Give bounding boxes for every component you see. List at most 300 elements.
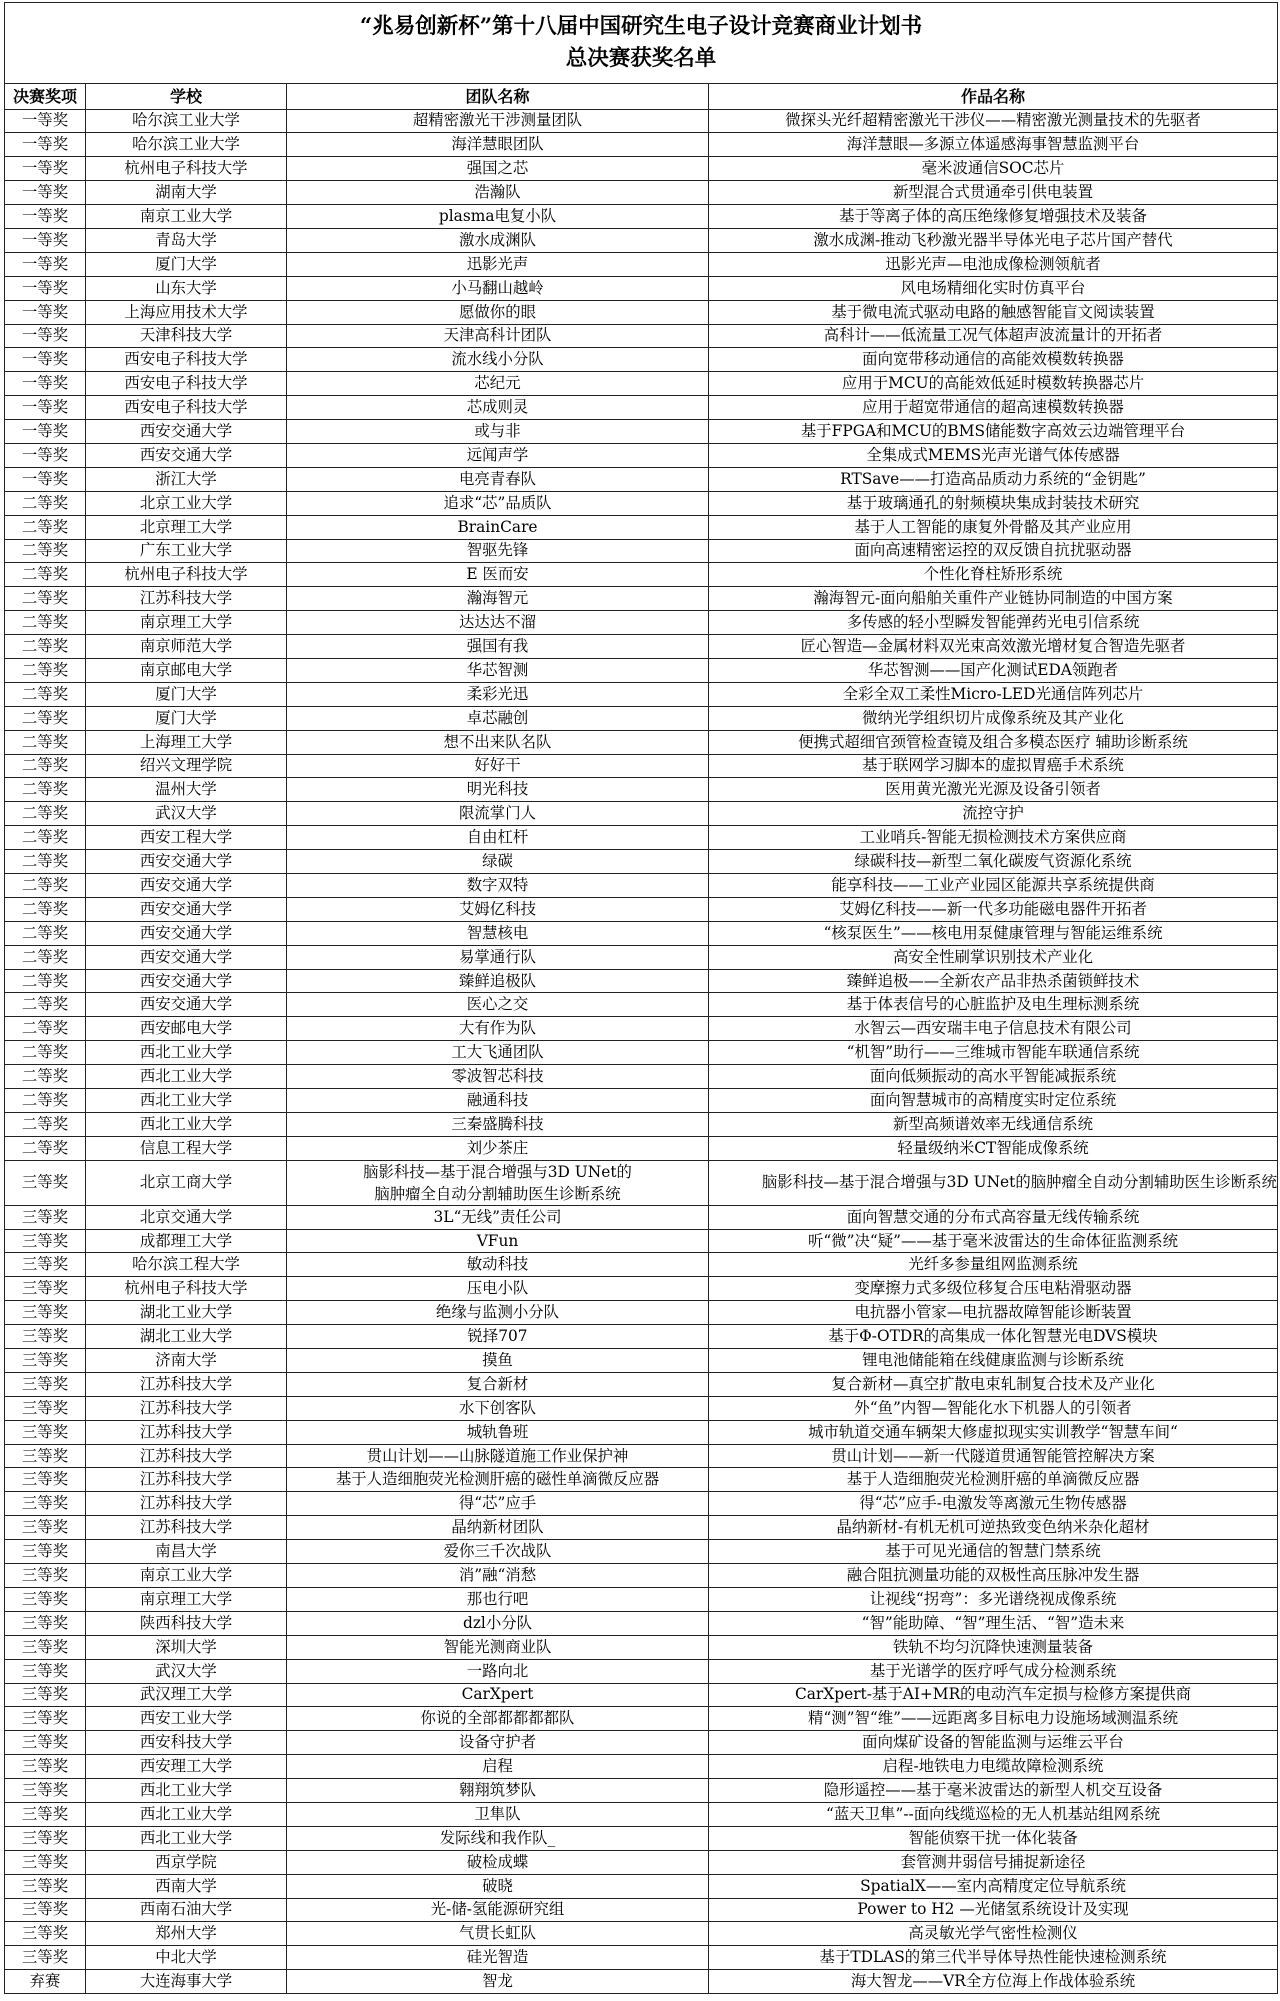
project-cell: 高安全性刷掌识别技术产业化 [709, 945, 1278, 969]
school-cell: 北京工商大学 [86, 1160, 287, 1205]
school-cell: 厦门大学 [86, 706, 287, 730]
project-cell: 基于微电流式驱动电路的触感智能盲文阅读装置 [709, 300, 1278, 324]
table-row [5, 1564, 1278, 1588]
title-row [5, 3, 1278, 84]
award-cell: 二等奖 [5, 491, 86, 515]
team-cell: 设备守护者 [287, 1731, 709, 1755]
school-cell: 湖北工业大学 [86, 1325, 287, 1349]
award-cell: 三等奖 [5, 1540, 86, 1564]
project-cell: Power to H2 —光储氢系统设计及实现 [709, 1898, 1278, 1922]
team-cell: 破检成蝶 [287, 1850, 709, 1874]
award-cell: 三等奖 [5, 1874, 86, 1898]
award-cell: 一等奖 [5, 348, 86, 372]
school-cell: 西北工业大学 [86, 1065, 287, 1089]
school-cell: 南京师范大学 [86, 635, 287, 659]
table-row [5, 467, 1278, 491]
table-row [5, 921, 1278, 945]
award-cell: 弃赛 [5, 1970, 86, 1994]
table-row [5, 1112, 1278, 1136]
header-team: 团队名称 [287, 84, 709, 110]
team-cell: 翱翔筑梦队 [287, 1779, 709, 1803]
table-row [5, 563, 1278, 587]
school-cell: 武汉理工大学 [86, 1683, 287, 1707]
project-cell: 面向智慧交通的分布式高容量无线传输系统 [709, 1205, 1278, 1229]
team-cell: 绝缘与监测小分队 [287, 1301, 709, 1325]
team-cell: 达达达不溜 [287, 611, 709, 635]
award-cell: 二等奖 [5, 706, 86, 730]
project-cell: 得“芯”应手-电激发等离激元生物传感器 [709, 1492, 1278, 1516]
project-cell: 轻量级纳米CT智能成像系统 [709, 1136, 1278, 1160]
school-cell: 江苏科技大学 [86, 1420, 287, 1444]
team-cell: 启程 [287, 1755, 709, 1779]
project-cell: 工业哨兵-智能无损检测技术方案供应商 [709, 826, 1278, 850]
school-cell: 西南大学 [86, 1874, 287, 1898]
team-cell: 远闻声学 [287, 443, 709, 467]
team-cell: 爱你三千次战队 [287, 1540, 709, 1564]
team-cell: 想不出来队名队 [287, 730, 709, 754]
project-cell: 瀚海智元-面向船舶关重件产业链协同制造的中国方案 [709, 587, 1278, 611]
team-cell: plasma电复小队 [287, 205, 709, 229]
project-cell: 应用于超宽带通信的超高速模数转换器 [709, 396, 1278, 420]
school-cell: 信息工程大学 [86, 1136, 287, 1160]
project-cell: 多传感的轻小型瞬发智能弹药光电引信系统 [709, 611, 1278, 635]
team-cell: 迅影光声 [287, 252, 709, 276]
team-cell: 流水线小分队 [287, 348, 709, 372]
project-cell: 医用黄光激光光源及设备引领者 [709, 778, 1278, 802]
project-cell: 高灵敏光学气密性检测仪 [709, 1922, 1278, 1946]
school-cell: 西安科技大学 [86, 1731, 287, 1755]
award-cell: 三等奖 [5, 1802, 86, 1826]
project-cell: 智能侦察干扰一体化装备 [709, 1826, 1278, 1850]
award-cell: 三等奖 [5, 1301, 86, 1325]
project-cell: 隐形遥控——基于毫米波雷达的新型人机交互设备 [709, 1779, 1278, 1803]
team-cell: 复合新材 [287, 1372, 709, 1396]
project-cell: 新型混合式贯通牵引供电装置 [709, 181, 1278, 205]
team-cell: 自由杠杆 [287, 826, 709, 850]
title-line-1: “兆易创新杯”第十八届中国研究生电子设计竞赛商业计划书 [359, 14, 923, 39]
school-cell: 西北工业大学 [86, 1112, 287, 1136]
team-cell: 工大飞通团队 [287, 1041, 709, 1065]
project-cell: 光纤多参量组网监测系统 [709, 1253, 1278, 1277]
table-row [5, 1516, 1278, 1540]
project-cell: “蓝天卫隼”--面向线缆巡检的无人机基站组网系统 [709, 1802, 1278, 1826]
project-cell: 匠心智造—金属材料双光束高效激光增材复合智造先驱者 [709, 635, 1278, 659]
team-cell: 明光科技 [287, 778, 709, 802]
team-cell: 水下创客队 [287, 1396, 709, 1420]
award-cell: 三等奖 [5, 1707, 86, 1731]
team-cell: BrainCare [287, 515, 709, 539]
award-cell: 二等奖 [5, 1112, 86, 1136]
table-row [5, 1731, 1278, 1755]
school-cell: 郑州大学 [86, 1922, 287, 1946]
table-row [5, 1468, 1278, 1492]
table-row [5, 157, 1278, 181]
award-cell: 三等奖 [5, 1564, 86, 1588]
project-cell: 激水成渊-推动飞秒激光器半导体光电子芯片国产替代 [709, 228, 1278, 252]
team-cell: 硅光智造 [287, 1946, 709, 1970]
table-row [5, 635, 1278, 659]
project-cell: 迅影光声—电池成像检测领航者 [709, 252, 1278, 276]
team-cell: 你说的全部都都都都队 [287, 1707, 709, 1731]
table-row [5, 396, 1278, 420]
header-project: 作品名称 [709, 84, 1278, 110]
project-cell: 基于TDLAS的第三代半导体导热性能快速检测系统 [709, 1946, 1278, 1970]
school-cell: 浙江大学 [86, 467, 287, 491]
project-cell: 面向煤矿设备的智能监测与运维云平台 [709, 1731, 1278, 1755]
project-cell: 毫米波通信SOC芯片 [709, 157, 1278, 181]
project-cell: 套管测井弱信号捕捉新途径 [709, 1850, 1278, 1874]
project-cell: 电抗器小管家—电抗器故障智能诊断装置 [709, 1301, 1278, 1325]
award-cell: 二等奖 [5, 826, 86, 850]
award-cell: 二等奖 [5, 993, 86, 1017]
school-cell: 山东大学 [86, 276, 287, 300]
award-cell: 三等奖 [5, 1850, 86, 1874]
award-cell: 二等奖 [5, 945, 86, 969]
team-cell: 晶纳新材团队 [287, 1516, 709, 1540]
school-cell: 广东工业大学 [86, 539, 287, 563]
school-cell: 江苏科技大学 [86, 1468, 287, 1492]
project-cell: 变摩擦力式多级位移复合压电粘滑驱动器 [709, 1277, 1278, 1301]
project-cell: 融合阻抗测量功能的双极性高压脉冲发生器 [709, 1564, 1278, 1588]
project-cell: 个性化脊柱矫形系统 [709, 563, 1278, 587]
table-row [5, 1089, 1278, 1113]
team-cell: dzl小分队 [287, 1611, 709, 1635]
table-row [5, 420, 1278, 444]
team-cell: 消”融“消愁 [287, 1564, 709, 1588]
table-row [5, 897, 1278, 921]
table-row [5, 754, 1278, 778]
award-cell: 三等奖 [5, 1277, 86, 1301]
team-cell: 追求“芯”品质队 [287, 491, 709, 515]
school-cell: 西安交通大学 [86, 897, 287, 921]
table-row [5, 1540, 1278, 1564]
school-cell: 武汉大学 [86, 1659, 287, 1683]
award-cell: 二等奖 [5, 635, 86, 659]
award-cell: 三等奖 [5, 1325, 86, 1349]
award-cell: 三等奖 [5, 1516, 86, 1540]
award-cell: 一等奖 [5, 420, 86, 444]
table-row [5, 491, 1278, 515]
school-cell: 成都理工大学 [86, 1229, 287, 1253]
table-row [5, 778, 1278, 802]
award-cell: 一等奖 [5, 228, 86, 252]
project-cell: 基于人工智能的康复外骨骼及其产业应用 [709, 515, 1278, 539]
table-row [5, 1253, 1278, 1277]
project-cell: 精“测”智“维”——远距离多目标电力设施场域测温系统 [709, 1707, 1278, 1731]
school-cell: 北京交通大学 [86, 1205, 287, 1229]
school-cell: 西北工业大学 [86, 1041, 287, 1065]
school-cell: 南京理工大学 [86, 1587, 287, 1611]
award-cell: 一等奖 [5, 109, 86, 133]
team-cell: 智龙 [287, 1970, 709, 1994]
school-cell: 深圳大学 [86, 1635, 287, 1659]
team-cell: 易掌通行队 [287, 945, 709, 969]
school-cell: 哈尔滨工业大学 [86, 109, 287, 133]
team-cell: 贯山计划——山脉隧道施工作业保护神 [287, 1444, 709, 1468]
table-row [5, 1898, 1278, 1922]
table-row [5, 802, 1278, 826]
project-cell: “核泵医生”——核电用泵健康管理与智能运维系统 [709, 921, 1278, 945]
project-cell: 脑影科技—基于混合增强与3D UNet的脑肿瘤全自动分割辅助医生诊断系统 [709, 1160, 1278, 1205]
award-cell: 一等奖 [5, 252, 86, 276]
school-cell: 陕西科技大学 [86, 1611, 287, 1635]
school-cell: 西南石油大学 [86, 1898, 287, 1922]
team-cell: 3L“无线”责任公司 [287, 1205, 709, 1229]
team-cell: 芯纪元 [287, 372, 709, 396]
table-row [5, 252, 1278, 276]
award-cell: 一等奖 [5, 372, 86, 396]
school-cell: 绍兴文理学院 [86, 754, 287, 778]
table-row [5, 658, 1278, 682]
school-cell: 西安交通大学 [86, 443, 287, 467]
project-cell: 微纳光学组织切片成像系统及其产业化 [709, 706, 1278, 730]
school-cell: 武汉大学 [86, 802, 287, 826]
award-cell: 三等奖 [5, 1826, 86, 1850]
school-cell: 温州大学 [86, 778, 287, 802]
school-cell: 厦门大学 [86, 682, 287, 706]
school-cell: 江苏科技大学 [86, 587, 287, 611]
table-row [5, 706, 1278, 730]
award-cell: 一等奖 [5, 276, 86, 300]
project-cell: CarXpert-基于AI+MR的电动汽车定损与检修方案提供商 [709, 1683, 1278, 1707]
team-cell: 敏动科技 [287, 1253, 709, 1277]
team-cell: 锐择707 [287, 1325, 709, 1349]
award-cell: 二等奖 [5, 1065, 86, 1089]
table-row [5, 1587, 1278, 1611]
award-cell: 三等奖 [5, 1229, 86, 1253]
school-cell: 江苏科技大学 [86, 1492, 287, 1516]
award-cell: 三等奖 [5, 1253, 86, 1277]
award-cell: 二等奖 [5, 969, 86, 993]
award-cell: 三等奖 [5, 1420, 86, 1444]
school-cell: 中北大学 [86, 1946, 287, 1970]
award-cell: 三等奖 [5, 1898, 86, 1922]
project-cell: 城市轨道交通车辆架大修虚拟现实实训教学“智慧车间“ [709, 1420, 1278, 1444]
team-cell: 柔彩光迅 [287, 682, 709, 706]
award-cell: 三等奖 [5, 1659, 86, 1683]
team-cell: 智驱先锋 [287, 539, 709, 563]
school-cell: 杭州电子科技大学 [86, 157, 287, 181]
project-cell: 能享科技——工业产业园区能源共享系统提供商 [709, 874, 1278, 898]
school-cell: 青岛大学 [86, 228, 287, 252]
school-cell: 南京工业大学 [86, 1564, 287, 1588]
school-cell: 西安交通大学 [86, 945, 287, 969]
award-cell: 一等奖 [5, 157, 86, 181]
table-row [5, 1802, 1278, 1826]
project-cell: 高科计——低流量工况气体超声波流量计的开拓者 [709, 324, 1278, 348]
team-cell: 华芯智测 [287, 658, 709, 682]
school-cell: 济南大学 [86, 1349, 287, 1373]
project-cell: 晶纳新材-有机无机可逆热致变色纳米杂化超材 [709, 1516, 1278, 1540]
school-cell: 杭州电子科技大学 [86, 1277, 287, 1301]
school-cell: 西安理工大学 [86, 1755, 287, 1779]
school-cell: 西安交通大学 [86, 993, 287, 1017]
table-row [5, 1301, 1278, 1325]
team-cell: 限流掌门人 [287, 802, 709, 826]
header-award: 决赛奖项 [5, 84, 86, 110]
table-row [5, 1065, 1278, 1089]
award-cell: 三等奖 [5, 1205, 86, 1229]
school-cell: 西北工业大学 [86, 1089, 287, 1113]
table-row [5, 1492, 1278, 1516]
table-row [5, 276, 1278, 300]
school-cell: 哈尔滨工程大学 [86, 1253, 287, 1277]
team-cell: 气贯长虹队 [287, 1922, 709, 1946]
project-cell: 基于体表信号的心脏监护及电生理标测系统 [709, 993, 1278, 1017]
team-cell: 绿碳 [287, 850, 709, 874]
award-cell: 一等奖 [5, 133, 86, 157]
table-row [5, 611, 1278, 635]
project-cell: 水智云—西安瑞丰电子信息技术有限公司 [709, 1017, 1278, 1041]
table-row [5, 1349, 1278, 1373]
team-cell: 摸鱼 [287, 1349, 709, 1373]
award-cell: 二等奖 [5, 682, 86, 706]
title-line-2: 总决赛获奖名单 [565, 46, 717, 71]
table-row [5, 1017, 1278, 1041]
table-row [5, 1946, 1278, 1970]
school-cell: 大连海事大学 [86, 1970, 287, 1994]
team-cell: 破晓 [287, 1874, 709, 1898]
project-cell: 海大智龙——VR全方位海上作战体验系统 [709, 1970, 1278, 1994]
table-row [5, 1611, 1278, 1635]
table-row [5, 1444, 1278, 1468]
award-cell: 三等奖 [5, 1683, 86, 1707]
table-row [5, 1850, 1278, 1874]
project-cell: 基于人造细胞荧光检测肝癌的单滴微反应器 [709, 1468, 1278, 1492]
table-row [5, 348, 1278, 372]
table-row [5, 1683, 1278, 1707]
table-row [5, 324, 1278, 348]
team-cell: 基于人造细胞荧光检测肝癌的磁性单滴微反应器 [287, 1468, 709, 1492]
team-cell: 医心之交 [287, 993, 709, 1017]
table-row [5, 1922, 1278, 1946]
team-cell: 海洋慧眼团队 [287, 133, 709, 157]
school-cell: 西安交通大学 [86, 850, 287, 874]
table-row [5, 1826, 1278, 1850]
project-cell: “智”能助障、“智”理生活、“智”造未来 [709, 1611, 1278, 1635]
project-cell: 便携式超细官颈管检查镜及组合多模态医疗 辅助诊断系统 [709, 730, 1278, 754]
header-school: 学校 [86, 84, 287, 110]
team-cell: 光-储-氢能源研究组 [287, 1898, 709, 1922]
school-cell: 江苏科技大学 [86, 1372, 287, 1396]
team-cell: 数字双特 [287, 874, 709, 898]
project-cell: 风电场精细化实时仿真平台 [709, 276, 1278, 300]
team-cell: 艾姆亿科技 [287, 897, 709, 921]
table-row [5, 539, 1278, 563]
school-cell: 西京学院 [86, 1850, 287, 1874]
award-cell: 二等奖 [5, 850, 86, 874]
team-cell: 天津高科计团队 [287, 324, 709, 348]
project-cell: 基于光谱学的医疗呼气成分检测系统 [709, 1659, 1278, 1683]
project-cell: 铁轨不均匀沉降快速测量装备 [709, 1635, 1278, 1659]
team-cell: 智慧核电 [287, 921, 709, 945]
award-cell: 三等奖 [5, 1946, 86, 1970]
table-row [5, 133, 1278, 157]
table-row [5, 300, 1278, 324]
school-cell: 江苏科技大学 [86, 1516, 287, 1540]
award-cell: 一等奖 [5, 396, 86, 420]
school-cell: 哈尔滨工业大学 [86, 133, 287, 157]
award-cell: 二等奖 [5, 563, 86, 587]
award-cell: 一等奖 [5, 205, 86, 229]
project-cell: 基于可见光通信的智慧门禁系统 [709, 1540, 1278, 1564]
team-cell: 瀚海智元 [287, 587, 709, 611]
school-cell: 北京理工大学 [86, 515, 287, 539]
award-cell: 二等奖 [5, 539, 86, 563]
school-cell: 西安交通大学 [86, 969, 287, 993]
award-cell: 二等奖 [5, 658, 86, 682]
team-cell: 刘少茶庄 [287, 1136, 709, 1160]
project-cell: 绿碳科技—新型二氧化碳废气资源化系统 [709, 850, 1278, 874]
header-row [5, 84, 1278, 110]
project-cell: 面向智慧城市的高精度实时定位系统 [709, 1089, 1278, 1113]
award-cell: 三等奖 [5, 1635, 86, 1659]
school-cell: 江苏科技大学 [86, 1444, 287, 1468]
award-cell: 三等奖 [5, 1468, 86, 1492]
award-cell: 二等奖 [5, 778, 86, 802]
award-cell: 二等奖 [5, 730, 86, 754]
team-cell: 或与非 [287, 420, 709, 444]
table-row [5, 1205, 1278, 1229]
team-cell: 小马翻山越岭 [287, 276, 709, 300]
school-cell: 西北工业大学 [86, 1826, 287, 1850]
table-row [5, 443, 1278, 467]
team-cell: 电亮青春队 [287, 467, 709, 491]
project-cell: 面向低频振动的高水平智能减振系统 [709, 1065, 1278, 1089]
project-cell: 外“鱼”内智—智能化水下机器人的引领者 [709, 1396, 1278, 1420]
award-cell: 一等奖 [5, 467, 86, 491]
table-row [5, 1041, 1278, 1065]
table-row [5, 730, 1278, 754]
team-cell: 芯成则灵 [287, 396, 709, 420]
team-cell: 卓芯融创 [287, 706, 709, 730]
table-row [5, 109, 1278, 133]
project-cell: 让视线“拐弯”：多光谱绕视成像系统 [709, 1587, 1278, 1611]
project-cell: 基于Φ-OTDR的高集成一体化智慧光电DVS模块 [709, 1325, 1278, 1349]
award-cell: 三等奖 [5, 1396, 86, 1420]
table-row [5, 1970, 1278, 1994]
project-cell: SpatialX——室内高精度定位导航系统 [709, 1874, 1278, 1898]
project-cell: 新型高频谱效率无线通信系统 [709, 1112, 1278, 1136]
team-cell: 融通科技 [287, 1089, 709, 1113]
school-cell: 厦门大学 [86, 252, 287, 276]
table-row [5, 587, 1278, 611]
school-cell: 西安交通大学 [86, 874, 287, 898]
team-cell: 好好干 [287, 754, 709, 778]
award-table [4, 2, 1278, 1994]
project-cell: 基于玻璃通孔的射频模块集成封装技术研究 [709, 491, 1278, 515]
award-cell: 三等奖 [5, 1587, 86, 1611]
project-cell: 艾姆亿科技——新一代多功能磁电器件开拓者 [709, 897, 1278, 921]
school-cell: 西安交通大学 [86, 420, 287, 444]
team-cell: 浩瀚队 [287, 181, 709, 205]
table-row [5, 874, 1278, 898]
project-cell: 面向宽带移动通信的高能效模数转换器 [709, 348, 1278, 372]
school-cell: 南昌大学 [86, 1540, 287, 1564]
award-cell: 二等奖 [5, 754, 86, 778]
team-cell: CarXpert [287, 1683, 709, 1707]
project-cell: 锂电池储能箱在线健康监测与诊断系统 [709, 1349, 1278, 1373]
team-cell: 强国之芯 [287, 157, 709, 181]
project-cell: 复合新材—真空扩散电束轧制复合技术及产业化 [709, 1372, 1278, 1396]
school-cell: 西安交通大学 [86, 921, 287, 945]
award-cell: 一等奖 [5, 181, 86, 205]
team-cell: 那也行吧 [287, 1587, 709, 1611]
team-cell: 臻鲜追极队 [287, 969, 709, 993]
project-cell: 基于FPGA和MCU的BMS储能数字高效云边端管理平台 [709, 420, 1278, 444]
school-cell: 江苏科技大学 [86, 1396, 287, 1420]
team-cell: 超精密激光干涉测量团队 [287, 109, 709, 133]
